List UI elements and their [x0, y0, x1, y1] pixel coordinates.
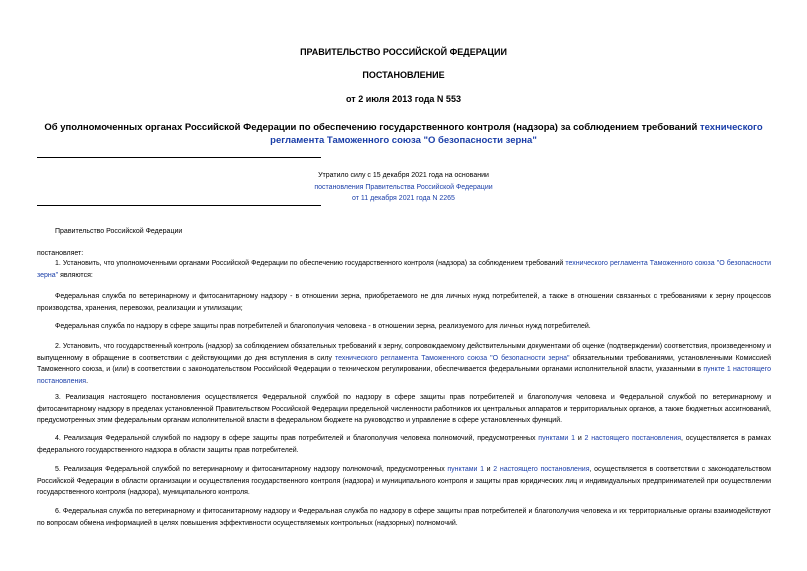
repeal-note: [0, 170, 807, 205]
repeal-decree-date-link[interactable]: от 11 декабря 2021 года N 2265: [352, 195, 455, 202]
document-date-number: от 2 июля 2013 года N 553: [346, 94, 461, 104]
paragraph-5-points-link[interactable]: пунктами 1: [447, 466, 484, 473]
paragraph-4: [37, 433, 771, 456]
preamble-decides: постановляет:: [37, 250, 84, 257]
paragraph-2-text-mid: обязательными требованиями, установленными Комиссией Таможенного союза, и (или) в соответствии с законодательством Российской Федерации о техническом регулировании, обеспечивается федеральными органами исполнительной власти, указанными в: [37, 354, 772, 373]
title-regulation-link[interactable]: технического регламента Таможенного союза "О безопасности зерна": [270, 122, 763, 146]
paragraph-4-point-2-link[interactable]: 2 настоящего постановления: [584, 435, 682, 442]
paragraph-1-item-1: Федеральная служба по ветеринарному и фитосанитарному надзору - в отношении зерна, приобретаемого не для личных нужд потребителей, а также в отношении связанных с требованиями к зерну процессов производства, хранения, перевозки, реализации и утилизации;: [37, 293, 771, 312]
paragraph-1-text: 1. Установить, что уполномоченными органами Российской Федерации по обеспечению государственного контроля (надзора) за соблюдением требований: [55, 260, 566, 267]
divider-top: [37, 157, 321, 158]
title-text: Об уполномоченных органах Российской Федерации по обеспечению государственного контроля (надзора) за соблюдением требований: [44, 122, 700, 133]
divider-bottom: [37, 205, 321, 206]
paragraph-3: 3. Реализация настоящего постановления осуществляется Федеральной службой по надзору в сфере защиты прав потребителей и благополучия человека и Федеральной службой по ветеринарному и фитосанитарному надзору в пределах установленной Правительством Российской Федерации предельной численности работников их центральных аппаратов и территориальных органов, а также бюджетных ассигнований, предусмотренных этим федеральным органам исполнительной власти в федеральном бюджете на руководство и управление в сфере установленных функций.: [37, 394, 771, 424]
repeal-note-text: Утратило силу с 15 декабря 2021 года на основании: [318, 172, 489, 179]
paragraph-5-and: и: [484, 466, 494, 473]
paragraph-6: 6. Федеральная служба по ветеринарному и фитосанитарному надзору и Федеральная служба по надзору в сфере защиты прав потребителей и благополучия человека и их территориальные органы взаимодействуют по вопросам обмена информацией в целях повышения эффективности осуществляемых контрольных (надзорных) полномочий.: [37, 508, 771, 527]
paragraph-5-text: 5. Реализация Федеральной службой по ветеринарному и фитосанитарному надзору полномочий, предусмотренных: [55, 466, 448, 473]
paragraph-4-and: и: [575, 435, 585, 442]
paragraph-4-points-link[interactable]: пунктами 1: [538, 435, 576, 442]
document-type-heading: ПОСТАНОВЛЕНИЕ: [362, 70, 445, 80]
paragraph-2-point-1-link[interactable]: пункте 1 настоящего постановления: [37, 366, 771, 385]
paragraph-2: [37, 341, 771, 387]
preamble-government: Правительство Российской Федерации: [55, 228, 183, 235]
paragraph-2-text-end: .: [86, 377, 89, 385]
paragraph-4-text: 4. Реализация Федеральной службой по надзору в сфере защиты прав потребителей и благополучия человека полномочий, предусмотренных: [55, 435, 539, 442]
paragraph-1-item-2: Федеральная служба по надзору в сфере защиты прав потребителей и благополучия человека - в отношении зерна, реализуемого для личных нужд потребителей.: [55, 323, 591, 330]
paragraph-1-regulation-link[interactable]: технического регламента Таможенного союза "О безопасности зерна": [37, 260, 771, 279]
paragraph-5: [37, 464, 771, 499]
paragraph-5-point-2-link[interactable]: 2 настоящего постановления: [493, 466, 590, 473]
paragraph-4-text-end: , осуществляется в рамках федерального государственного надзора в области защиты прав потребителей.: [37, 435, 771, 454]
paragraph-1: [37, 258, 771, 281]
paragraph-2-text: 2. Установить, что государственный контроль (надзор) за соблюдением обязательных требований к зерну, сопровождаемому действительными документами об оценке (подтверждении) соответствия, произведенному и выпущенному в обращение в соответствии с действующими до дня вступления в силу: [37, 343, 771, 362]
document-title: [30, 122, 777, 147]
government-heading: ПРАВИТЕЛЬСТВО РОССИЙСКОЙ ФЕДЕРАЦИИ: [300, 47, 507, 57]
repeal-decree-link[interactable]: постановления Правительства Российской Федерации: [314, 183, 493, 191]
paragraph-2-regulation-link[interactable]: технического регламента Таможенного союза "О безопасности зерна": [334, 354, 570, 362]
paragraph-5-text-end: , осуществляется в соответствии с законодательством Российской Федерации в области организации и осуществления государственного контроля (надзора) и муниципального контроля и защиты прав юридических лиц и индивидуальных предпринимателей при осуществлении государственного контроля (надзора), муниципального контроля.: [37, 466, 771, 496]
paragraph-1-text-end: являются:: [58, 271, 93, 279]
